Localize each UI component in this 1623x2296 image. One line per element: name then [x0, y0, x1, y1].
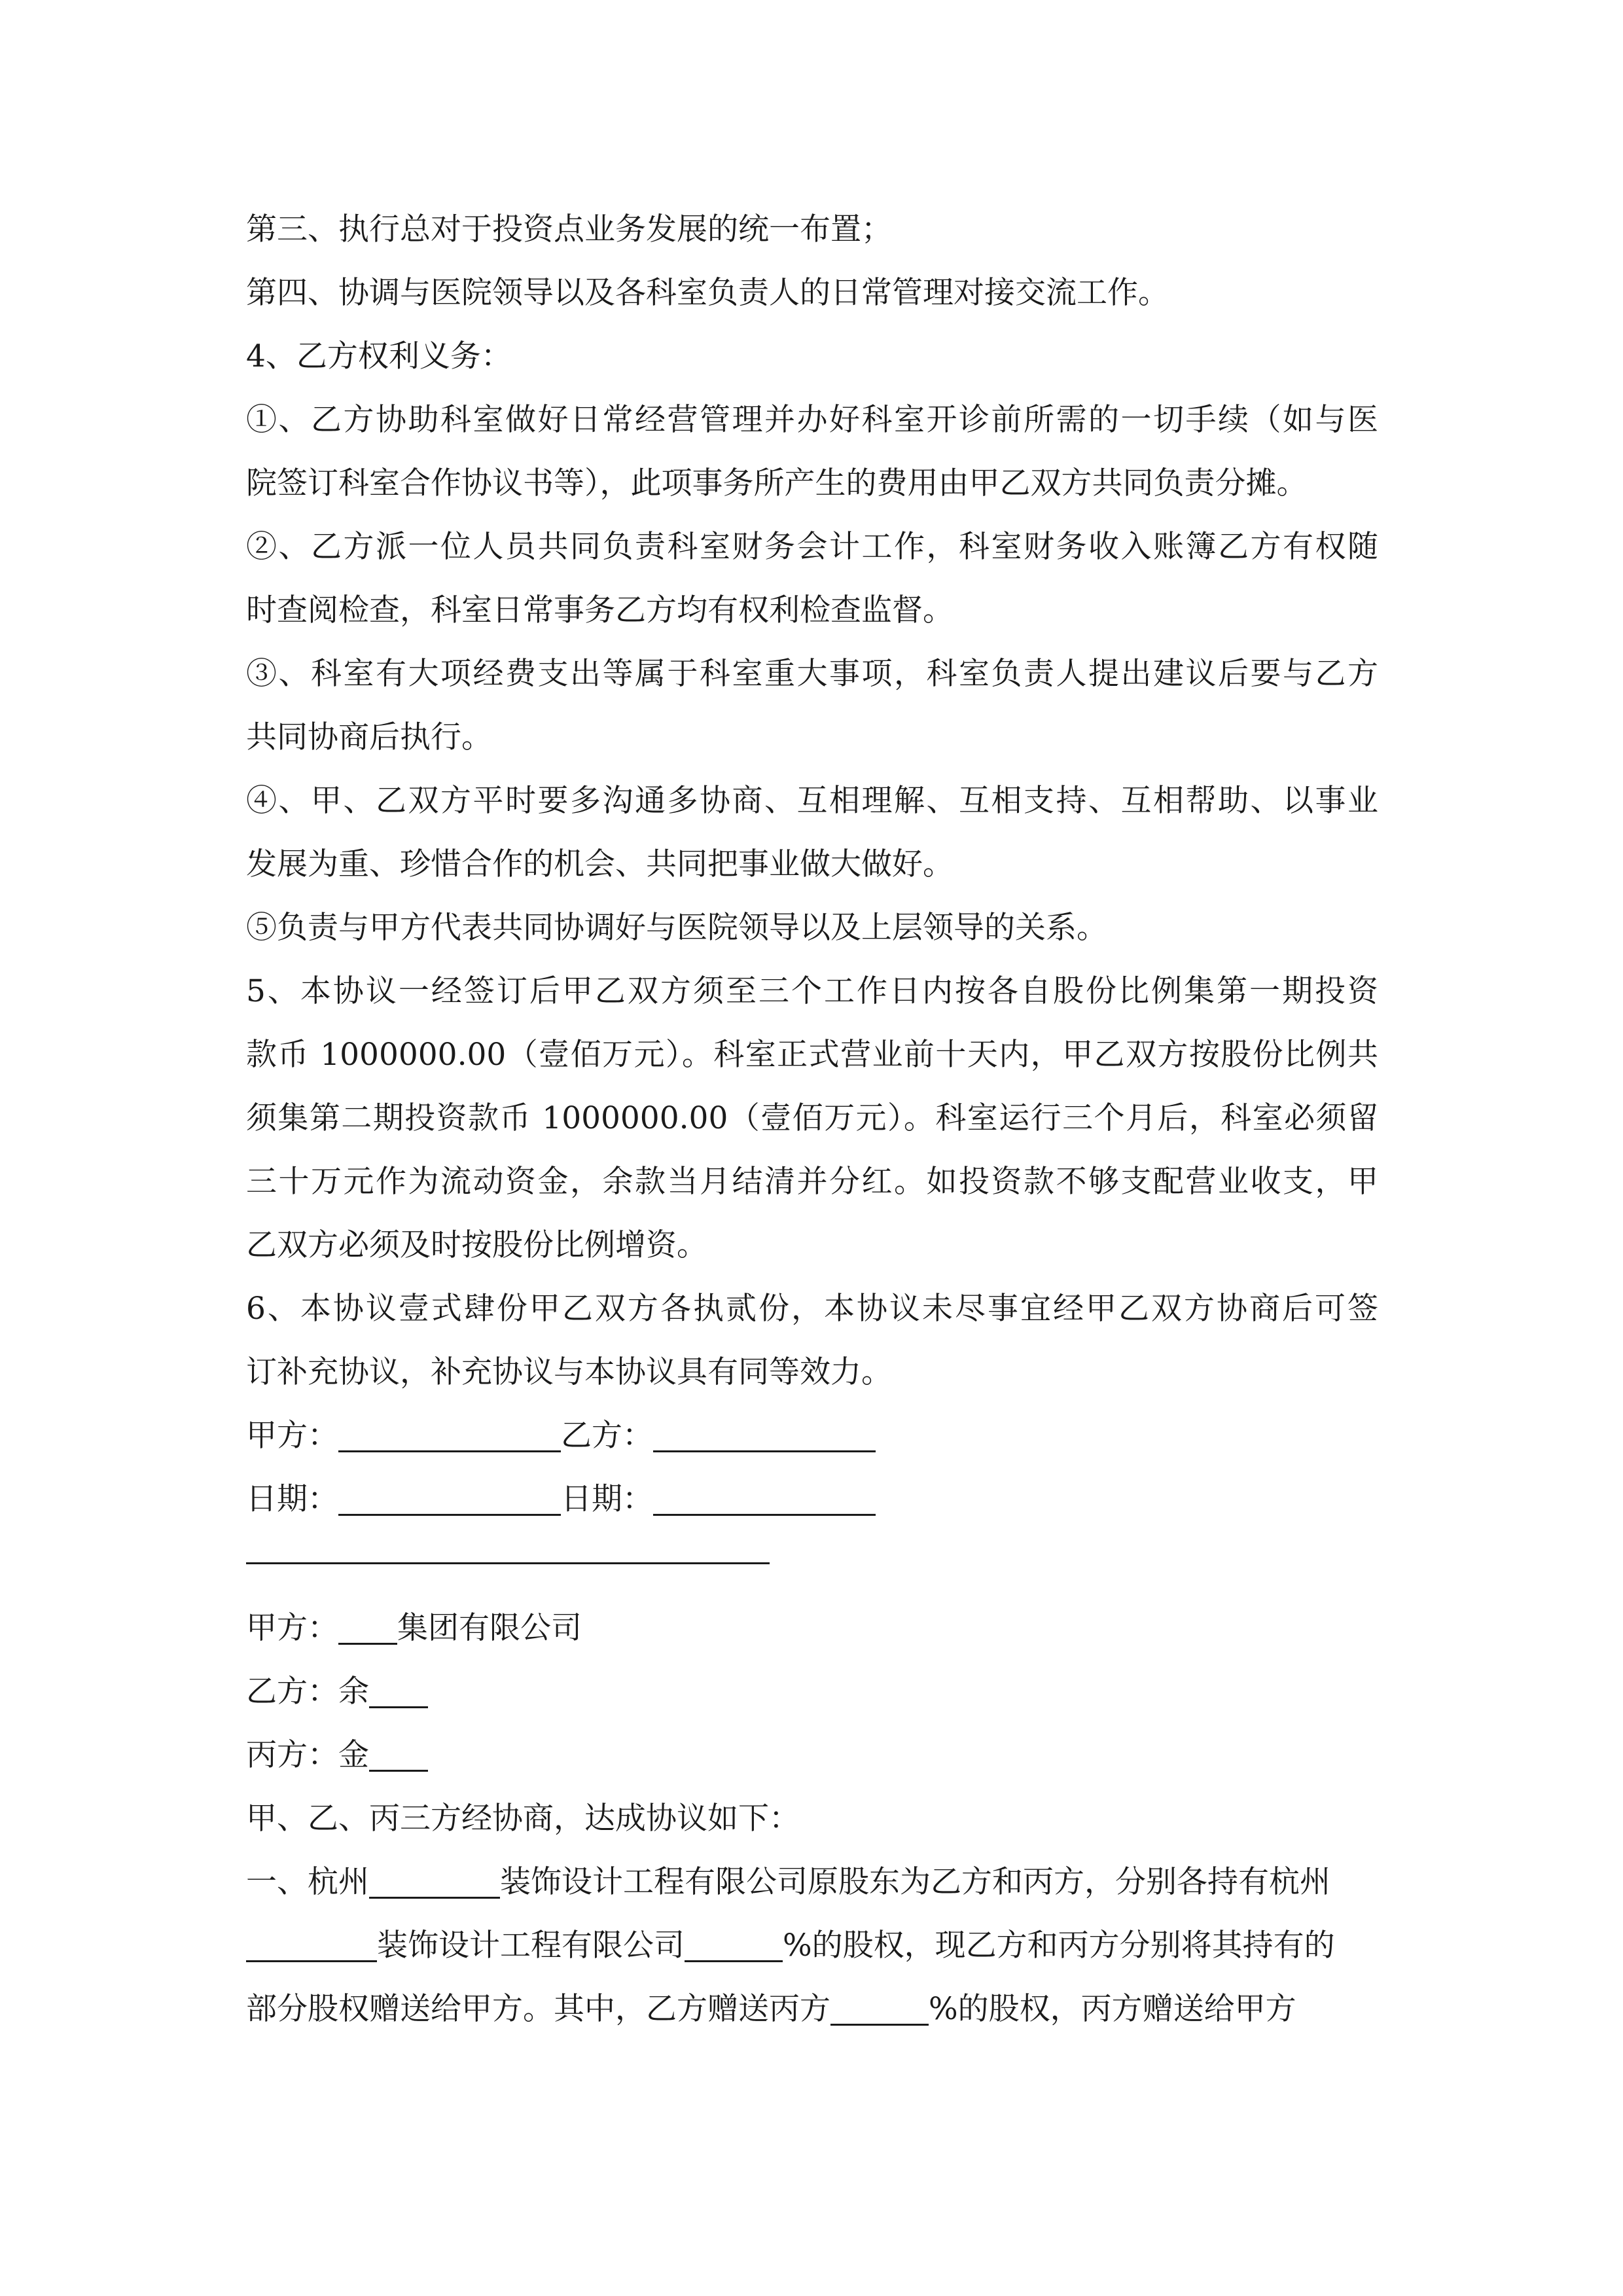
paragraph-line: 三十万元作为流动资金，余款当月结清并分红。如投资款不够支配营业收支，甲 [246, 1164, 1378, 1200]
party-a-name-blank[interactable] [338, 1604, 397, 1645]
paragraph-line: ④、甲、乙双方平时要多沟通多协商、互相理解、互相支持、互相帮助、以事业 [246, 783, 1378, 819]
clause-text: %的股权，丙方赠送给甲方 [929, 1991, 1296, 2027]
clause-text: 装饰设计工程有限公司原股东为乙方和丙方，分别各持有杭州 [500, 1864, 1330, 1900]
document-page [246, 198, 1378, 2041]
clause-text: 装饰设计工程有限公司 [377, 1928, 685, 1964]
clause-text: 一、杭州 [246, 1864, 369, 1900]
clause-one-line [246, 1850, 1378, 1914]
paragraph-line: 发展为重、珍惜合作的机会、共同把事业做大做好。 [246, 846, 954, 882]
section-divider [246, 1531, 770, 1564]
second-party-b-label: 乙方：余 [246, 1674, 369, 1710]
second-party-a-row [246, 1596, 1378, 1660]
paragraph-line: 共同协商后执行。 [246, 719, 492, 755]
party-b-signature-blank[interactable] [653, 1411, 876, 1452]
company-name-blank[interactable] [246, 1921, 377, 1962]
date-b-blank[interactable] [653, 1475, 876, 1516]
date-a-label: 日期： [246, 1481, 338, 1517]
paragraph-line: 6、本协议壹式肆份甲乙双方各执贰份，本协议未尽事宜经甲乙双方协商后可签 [246, 1291, 1378, 1327]
paragraph-line: 乙双方必须及时按股份比例增资。 [246, 1227, 707, 1263]
company-name-blank[interactable] [369, 1857, 500, 1899]
paragraph-line: 第四、协调与医院领导以及各科室负责人的日常管理对接交流工作。 [246, 275, 1169, 311]
second-party-a-label: 甲方： [246, 1610, 338, 1646]
paragraph-line: ③、科室有大项经费支出等属于科室重大事项，科室负责人提出建议后要与乙方 [246, 656, 1378, 692]
paragraph-line: 时查阅检查，科室日常事务乙方均有权利检查监督。 [246, 592, 954, 628]
date-a-blank[interactable] [338, 1475, 561, 1516]
paragraph-line: ①、乙方协助科室做好日常经营管理并办好科室开诊前所需的一切手续（如与医 [246, 402, 1378, 438]
date-row [246, 1467, 1378, 1531]
paragraph-line: 院签订科室合作协议书等），此项事务所产生的费用由甲乙双方共同负责分摊。 [246, 465, 1308, 501]
party-b-label: 乙方： [561, 1418, 653, 1454]
paragraph-line: ⑤负责与甲方代表共同协调好与医院领导以及上层领导的关系。 [246, 910, 1107, 946]
party-a-label: 甲方： [246, 1418, 338, 1454]
second-party-b-row [246, 1660, 1378, 1723]
party-a-signature-blank[interactable] [338, 1411, 561, 1452]
party-a-suffix: 集团有限公司 [397, 1610, 582, 1646]
agreement-intro: 甲、乙、丙三方经协商，达成协议如下： [246, 1801, 800, 1837]
signature-row [246, 1404, 1378, 1467]
paragraph-line: 订补充协议，补充协议与本协议具有同等效力。 [246, 1354, 892, 1390]
paragraph-line: 第三、执行总对于投资点业务发展的统一布置； [246, 211, 892, 247]
clause-text: 部分股权赠送给甲方。其中，乙方赠送丙方 [246, 1991, 830, 2027]
paragraph-line: 5、本协议一经签订后甲乙双方须至三个工作日内按各自股份比例集第一期投资 [246, 973, 1378, 1009]
party-b-name-blank[interactable] [369, 1667, 428, 1708]
party-c-name-blank[interactable] [369, 1731, 428, 1772]
clause-one-line [246, 1977, 1378, 2041]
paragraph-line: 须集第二期投资款币 1000000.00（壹佰万元）。科室运行三个月后，科室必须留 [246, 1100, 1378, 1136]
second-party-c-row [246, 1723, 1378, 1787]
clause-one-line [246, 1914, 1378, 1977]
paragraph-line: ②、乙方派一位人员共同负责科室财务会计工作，科室财务收入账簿乙方有权随 [246, 529, 1378, 565]
percentage-blank[interactable] [685, 1921, 783, 1962]
clause-text: %的股权，现乙方和丙方分别将其持有的 [783, 1928, 1335, 1964]
percentage-blank[interactable] [830, 1984, 929, 2026]
date-b-label: 日期： [561, 1481, 653, 1517]
paragraph-line: 款币 1000000.00（壹佰万元）。科室正式营业前十天内，甲乙双方按股份比例共 [246, 1037, 1378, 1073]
section-heading: 4、乙方权利义务： [246, 338, 512, 374]
second-party-c-label: 丙方：金 [246, 1737, 369, 1773]
